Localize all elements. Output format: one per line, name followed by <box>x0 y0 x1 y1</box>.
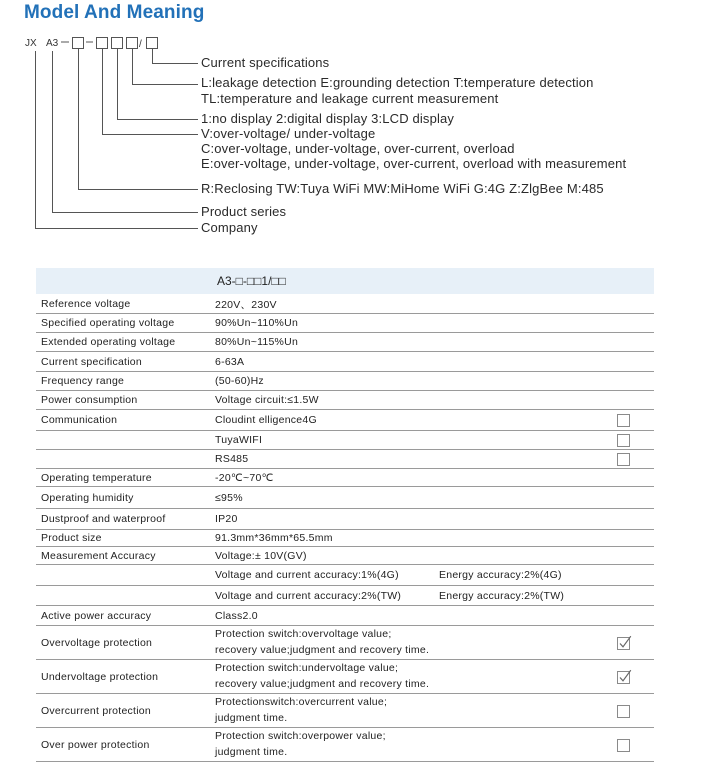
row-value: ≤95% <box>215 491 243 504</box>
row-label: Overcurrent protection <box>41 704 151 717</box>
row-value: Voltage and current accuracy:2%(TW) <box>215 589 402 602</box>
explanation-current-spec: Current specifications <box>201 55 330 70</box>
row-label: Current specification <box>41 355 142 368</box>
overvoltage-protection-checkbox[interactable] <box>616 635 632 651</box>
row-label: Operating temperature <box>41 471 152 484</box>
checkbox-cell <box>616 728 634 761</box>
row-value <box>215 660 429 693</box>
row-label: Product size <box>41 532 102 544</box>
row-label: Specified operating voltage <box>41 317 175 329</box>
overcurrent-protection-checkbox[interactable] <box>616 703 632 719</box>
row-value-line1: Protection switch:overpower value; <box>215 730 386 742</box>
connector-company <box>36 51 199 229</box>
model-code-separator: / <box>139 39 142 50</box>
row-value-secondary: Energy accuracy:2%(4G) <box>439 569 562 581</box>
communication-4g-checkbox[interactable] <box>616 412 632 428</box>
row-label: Over power protection <box>41 738 150 751</box>
table-row <box>36 694 654 728</box>
table-header-model: A3-□-□□1/□□ <box>217 274 286 288</box>
code-slot-display <box>112 38 123 49</box>
checkbox-cell <box>616 660 634 693</box>
row-value: 6-63A <box>215 355 245 368</box>
table-row <box>36 626 654 660</box>
row-value: IP20 <box>215 513 238 525</box>
table-row <box>36 314 654 333</box>
explanation-detection-line2: TL:temperature and leakage current measurement <box>201 91 499 106</box>
row-label: Overvoltage protection <box>41 636 153 649</box>
table-row <box>36 565 654 586</box>
code-slot-protection <box>97 38 108 49</box>
communication-tuyawifi-checkbox[interactable] <box>616 432 632 448</box>
table-row <box>36 333 654 352</box>
row-label: Communication <box>41 414 118 426</box>
row-value-line1: Protection switch:overvoltage value; <box>215 628 392 640</box>
row-label: Measurement Accuracy <box>41 549 156 562</box>
row-value: TuyaWIFI <box>215 434 263 446</box>
checkbox-cell <box>616 410 634 430</box>
table-row <box>36 431 654 450</box>
row-label: Power consumption <box>41 394 138 406</box>
row-value <box>215 694 387 727</box>
checkbox-cell <box>616 694 634 727</box>
row-label: Undervoltage protection <box>41 670 159 683</box>
row-value: Voltage circuit:≤1.5W <box>215 394 319 406</box>
row-label: Reference voltage <box>41 298 131 310</box>
row-value: RS485 <box>215 453 249 465</box>
table-row <box>36 606 654 626</box>
row-value: 91.3mm*36mm*65.5mm <box>215 532 333 544</box>
table-row <box>36 469 654 487</box>
connector-series <box>53 51 199 213</box>
table-row <box>36 487 654 509</box>
model-code-series: A3 <box>46 38 59 49</box>
table-row <box>36 530 654 547</box>
code-slot-detection <box>127 38 138 49</box>
table-row <box>36 728 654 762</box>
row-label: Dustproof and waterproof <box>41 513 166 525</box>
row-value: Voltage:± 10V(GV) <box>215 549 307 562</box>
row-value: 220V、230V <box>215 298 277 311</box>
spec-table <box>36 268 654 763</box>
row-value: 80%Un~115%Un <box>215 336 299 348</box>
explanation-product-series: Product series <box>201 204 287 219</box>
connector-detection <box>133 49 199 85</box>
page-title: Model And Meaning <box>24 2 205 23</box>
checkbox-cell <box>616 431 634 449</box>
row-value-line1: Protectionswitch:overcurrent value; <box>215 696 388 708</box>
row-value-line2: judgment time. <box>215 745 288 758</box>
row-value-line2: recovery value;judgment and recovery time. <box>215 677 430 690</box>
table-row <box>36 586 654 606</box>
explanation-protection-e: E:over-voltage, under-voltage, over-current, overload with measurement <box>201 156 627 171</box>
table-row <box>36 547 654 565</box>
table-row <box>36 352 654 372</box>
code-slot-current <box>147 38 158 49</box>
connector-protection <box>103 49 199 135</box>
row-value: (50-60)Hz <box>215 375 264 387</box>
row-value: Class2.0 <box>215 609 258 622</box>
checkbox-cell <box>616 450 634 468</box>
row-value: Cloudint elligence4G <box>215 414 317 426</box>
row-label: Extended operating voltage <box>41 336 176 348</box>
row-value: 90%Un~110%Un <box>215 317 299 329</box>
model-code-company: JX <box>25 38 37 49</box>
communication-rs485-checkbox[interactable] <box>616 451 632 467</box>
explanation-display: 1:no display 2:digital display 3:LCD display <box>201 111 455 126</box>
table-row <box>36 410 654 431</box>
table-header <box>36 268 654 294</box>
code-slot-communication <box>73 38 84 49</box>
explanation-protection-c: C:over-voltage, under-voltage, over-current, overload <box>201 141 515 156</box>
row-label: Operating humidity <box>41 491 134 504</box>
table-row <box>36 660 654 694</box>
row-value-line2: judgment time. <box>215 711 288 724</box>
row-value: -20℃~70℃ <box>215 471 274 484</box>
row-value <box>215 626 429 659</box>
explanation-company: Company <box>201 220 258 235</box>
table-row <box>36 391 654 410</box>
table-row <box>36 372 654 391</box>
row-label: Active power accuracy <box>41 609 152 622</box>
table-row <box>36 450 654 469</box>
undervoltage-protection-checkbox[interactable] <box>616 669 632 685</box>
row-value-line2: recovery value;judgment and recovery time. <box>215 643 430 656</box>
explanation-protection-v: V:over-voltage/ under-voltage <box>201 126 376 141</box>
row-value-line1: Protection switch:undervoltage value; <box>215 662 399 674</box>
row-value <box>215 728 386 761</box>
row-value-secondary: Energy accuracy:2%(TW) <box>439 589 565 602</box>
explanation-communication: R:Reclosing TW:Tuya WiFi MW:MiHome WiFi G:4G Z:ZlgBee M:485 <box>201 181 604 196</box>
row-value: Voltage and current accuracy:1%(4G) <box>215 569 399 581</box>
checkbox-cell <box>616 626 634 659</box>
row-label: Frequency range <box>41 375 125 387</box>
table-row <box>36 509 654 530</box>
explanation-detection-line1: L:leakage detection E:grounding detection T:temperature detection <box>201 75 594 90</box>
connector-current <box>153 49 199 64</box>
over-power-protection-checkbox[interactable] <box>616 737 632 753</box>
table-row <box>36 295 654 314</box>
